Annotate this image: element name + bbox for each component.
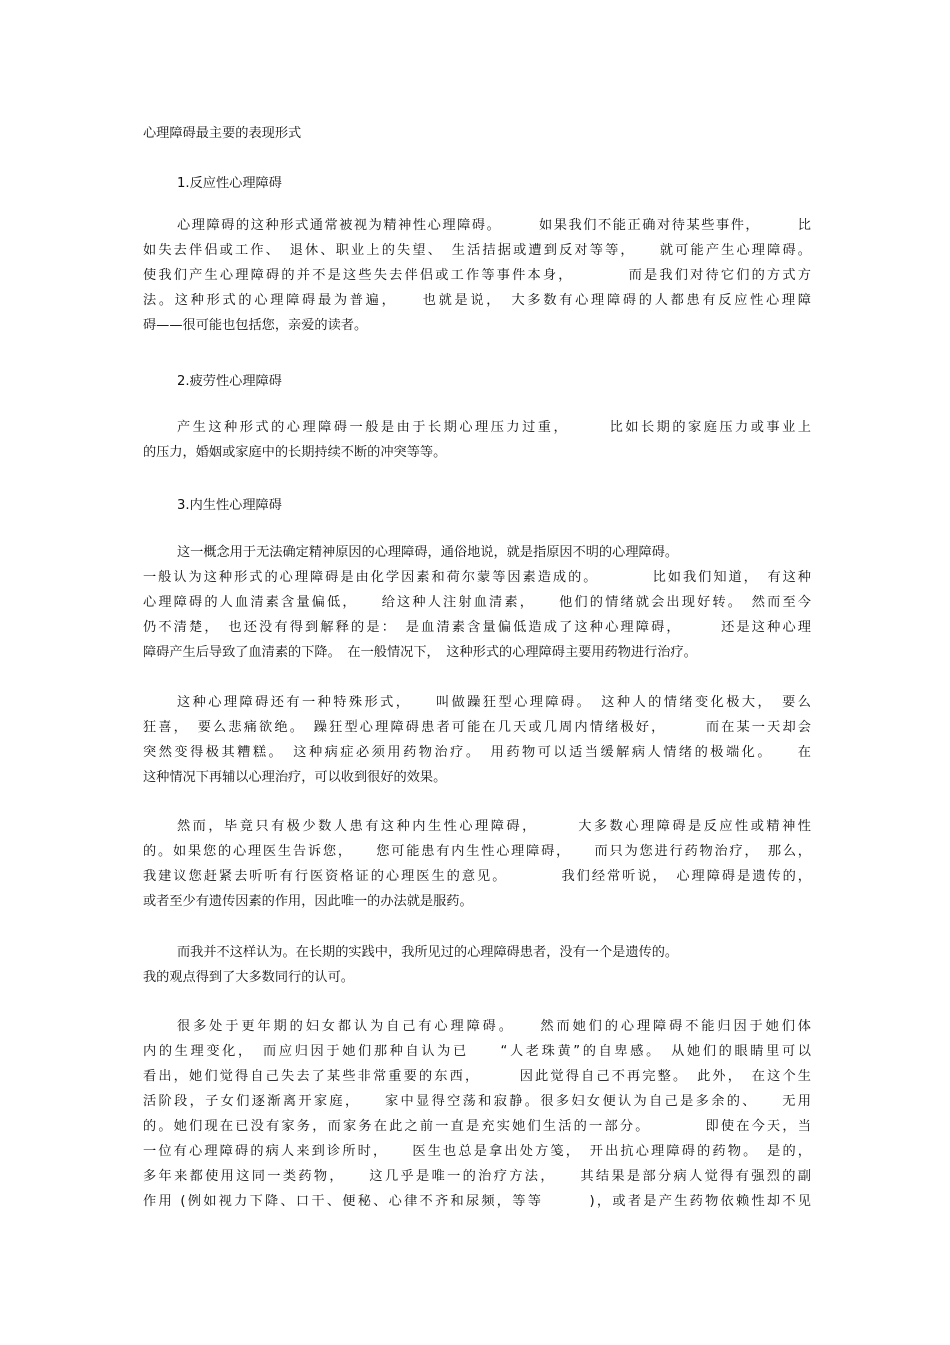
paragraph-line: 然而，毕竟只有极少数人患有这种内生性心理障碍， 大多数心理障碍是反应性或精神性 (177, 819, 811, 834)
paragraph-line: 活阶段，子女们逐渐离开家庭， 家中显得空荡和寂静。很多妇女便认为自己是多余的、 无用 (143, 1094, 811, 1109)
paragraph-opinion (143, 940, 811, 990)
paragraph-however (143, 814, 811, 914)
paragraph-line: 产生这种形式的心理障碍一般是由于长期心理压力过重， 比如长期的家庭压力或事业上 (177, 420, 811, 435)
paragraph-reactive (143, 213, 811, 338)
paragraph-line: 而我并不这样认为。在长期的实践中，我所见过的心理障碍患者，没有一个是遗传的。 (177, 945, 679, 960)
paragraph-line: 如失去伴侣或工作、 退休、职业上的失望、 生活拮据或遭到反对等等， 就可能产生心理障碍。 (143, 243, 811, 258)
paragraph-line: 的。她们现在已没有家务，而家务在此之前一直是充实她们生活的一部分。 即使在今天，当 (143, 1119, 811, 1134)
paragraph-line: 心理障碍的这种形式通常被视为精神性心理障碍。 如果我们不能正确对待某些事件， 比 (177, 218, 811, 233)
paragraph-endogenous (143, 540, 811, 665)
paragraph-line: 一般认为这种形式的心理障碍是由化学因素和荷尔蒙等因素造成的。 比如我们知道， 有这种 (143, 570, 811, 585)
paragraph-line: 碍——很可能也包括您，亲爱的读者。 (143, 318, 368, 333)
paragraph-line: 突然变得极其糟糕。 这种病症必须用药物治疗。 用药物可以适当缓解病人情绪的极端化。 在 (143, 745, 811, 760)
paragraph-line: 很多处于更年期的妇女都认为自己有心理障碍。 然而她们的心理障碍不能归因于她们体 (177, 1019, 811, 1034)
paragraph-menopause (143, 1014, 811, 1214)
paragraph-line: 我建议您赶紧去听听有行医资格证的心理医生的意见。 我们经常听说， 心理障碍是遗传的， (143, 869, 811, 884)
section-heading-fatigue: 2.疲劳性心理障碍 (177, 374, 282, 389)
paragraph-line: 这一概念用于无法确定精神原因的心理障碍，通俗地说，就是指原因不明的心理障碍。 (177, 545, 679, 560)
paragraph-line: 这种情况下再辅以心理治疗，可以收到很好的效果。 (143, 770, 447, 785)
paragraph-line: 狂喜， 要么悲痛欲绝。 躁狂型心理障碍患者可能在几天或几周内情绪极好， 而在某一天却会 (143, 720, 811, 735)
paragraph-line: 一位有心理障碍的病人来到诊所时， 医生也总是拿出处方笺， 开出抗心理障碍的药物。 是的， (143, 1144, 811, 1159)
section-heading-endogenous: 3.内生性心理障碍 (177, 498, 282, 513)
paragraph-line: 或者至少有遗传因素的作用，因此唯一的办法就是服药。 (143, 894, 473, 909)
paragraph-line: 多年来都使用这同一类药物， 这几乎是唯一的治疗方法， 其结果是部分病人觉得有强烈的副 (143, 1169, 811, 1184)
paragraph-manic (143, 690, 811, 790)
paragraph-line: 看出，她们觉得自己失去了某些非常重要的东西， 因此觉得自己不再完整。 此外， 在这个生 (143, 1069, 811, 1084)
paragraph-line: 的。如果您的心理医生告诉您， 您可能患有内生性心理障碍， 而只为您进行药物治疗， 那么， (143, 844, 811, 859)
document-title: 心理障碍最主要的表现形式 (143, 126, 302, 141)
paragraph-line: 的压力，婚姻或家庭中的长期持续不断的冲突等等。 (143, 445, 447, 460)
paragraph-fatigue (143, 415, 811, 465)
paragraph-line: 仍不清楚， 也还没有得到解释的是： 是血清素含量偏低造成了这种心理障碍， 还是这种心理 (143, 620, 811, 635)
paragraph-line: 障碍产生后导致了血清素的下降。 在一般情况下， 这种形式的心理障碍主要用药物进行治疗。 (143, 645, 697, 660)
paragraph-line: 使我们产生心理障碍的并不是这些失去伴侣或工作等事件本身， 而是我们对待它们的方式方 (143, 268, 811, 283)
section-heading-reactive: 1.反应性心理障碍 (177, 176, 282, 191)
paragraph-line: 我的观点得到了大多数同行的认可。 (143, 970, 354, 985)
paragraph-line: 法。这种形式的心理障碍最为普遍， 也就是说， 大多数有心理障碍的人都患有反应性心理障 (143, 293, 811, 308)
paragraph-line: 内的生理变化， 而应归因于她们那种自认为已 “人老珠黄”的自卑感。 从她们的眼睛里可以 (143, 1044, 811, 1059)
paragraph-line: 这种心理障碍还有一种特殊形式， 叫做躁狂型心理障碍。 这种人的情绪变化极大， 要么 (177, 695, 811, 710)
paragraph-line: 心理障碍的人血清素含量偏低， 给这种人注射血清素， 他们的情绪就会出现好转。 然而至今 (143, 595, 811, 610)
paragraph-line: 作用 (例如视力下降、口干、便秘、心律不齐和尿频，等等 )，或者是产生药物依赖性却不见 (143, 1194, 811, 1209)
